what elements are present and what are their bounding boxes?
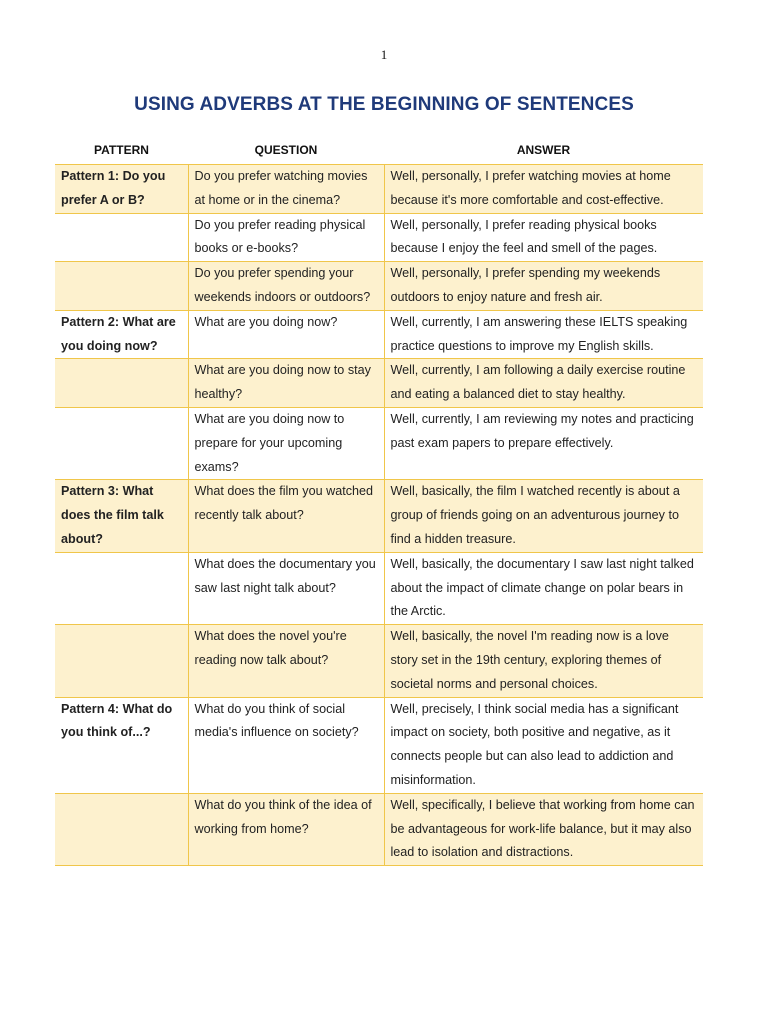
pattern-cell: Pattern 4: What do you think of...? bbox=[55, 697, 188, 793]
table-header-row bbox=[55, 138, 703, 165]
answer-cell: Well, currently, I am reviewing my notes and practicing past exam papers to prepare effectively. bbox=[384, 407, 703, 479]
question-cell: Do you prefer reading physical books or e-books? bbox=[188, 213, 384, 262]
pattern-cell bbox=[55, 552, 188, 624]
table-row bbox=[55, 697, 703, 793]
page-number: 1 bbox=[380, 47, 388, 62]
pattern-cell: Pattern 3: What does the film talk about? bbox=[55, 480, 188, 552]
answer-cell: Well, personally, I prefer reading physical books because I enjoy the feel and smell of the pages. bbox=[384, 213, 703, 262]
answer-cell: Well, basically, the film I watched recently is about a group of friends going on an adventurous journey to find a hidden treasure. bbox=[384, 480, 703, 552]
table-row bbox=[55, 262, 703, 311]
table-row bbox=[55, 625, 703, 697]
table-row bbox=[55, 165, 703, 214]
question-cell: What do you think of the idea of working from home? bbox=[188, 793, 384, 865]
adverbs-table bbox=[55, 138, 703, 866]
header-pattern: PATTERN bbox=[55, 138, 188, 165]
table-row bbox=[55, 407, 703, 479]
pattern-cell bbox=[55, 213, 188, 262]
table-row bbox=[55, 310, 703, 359]
table-row bbox=[55, 359, 703, 408]
answer-cell: Well, precisely, I think social media has a significant impact on society, both positive and negative, as it connects people but can also lead to addiction and misinformation. bbox=[384, 697, 703, 793]
header-question: QUESTION bbox=[188, 138, 384, 165]
pattern-cell: Pattern 2: What are you doing now? bbox=[55, 310, 188, 359]
question-cell: What are you doing now to stay healthy? bbox=[188, 359, 384, 408]
question-cell: What are you doing now to prepare for your upcoming exams? bbox=[188, 407, 384, 479]
table-row bbox=[55, 480, 703, 552]
pattern-cell bbox=[55, 793, 188, 865]
question-cell: What are you doing now? bbox=[188, 310, 384, 359]
answer-cell: Well, personally, I prefer watching movies at home because it's more comfortable and cost-effective. bbox=[384, 165, 703, 214]
pattern-cell bbox=[55, 625, 188, 697]
pattern-cell bbox=[55, 407, 188, 479]
table-row bbox=[55, 552, 703, 624]
answer-cell: Well, currently, I am answering these IELTS speaking practice questions to improve my English skills. bbox=[384, 310, 703, 359]
question-cell: Do you prefer watching movies at home or in the cinema? bbox=[188, 165, 384, 214]
header-answer: ANSWER bbox=[384, 138, 703, 165]
question-cell: What does the novel you're reading now talk about? bbox=[188, 625, 384, 697]
answer-cell: Well, personally, I prefer spending my weekends outdoors to enjoy nature and fresh air. bbox=[384, 262, 703, 311]
question-cell: What do you think of social media's influence on society? bbox=[188, 697, 384, 793]
table-row bbox=[55, 213, 703, 262]
pattern-cell bbox=[55, 262, 188, 311]
page-title: USING ADVERBS AT THE BEGINNING OF SENTENCES bbox=[134, 94, 634, 115]
question-cell: What does the documentary you saw last night talk about? bbox=[188, 552, 384, 624]
pattern-cell: Pattern 1: Do you prefer A or B? bbox=[55, 165, 188, 214]
answer-cell: Well, basically, the novel I'm reading now is a love story set in the 19th century, exploring themes of societal norms and personal choices. bbox=[384, 625, 703, 697]
answer-cell: Well, currently, I am following a daily exercise routine and eating a balanced diet to stay healthy. bbox=[384, 359, 703, 408]
question-cell: Do you prefer spending your weekends indoors or outdoors? bbox=[188, 262, 384, 311]
table-row bbox=[55, 793, 703, 865]
question-cell: What does the film you watched recently talk about? bbox=[188, 480, 384, 552]
pattern-cell bbox=[55, 359, 188, 408]
answer-cell: Well, basically, the documentary I saw last night talked about the impact of climate change on polar bears in the Arctic. bbox=[384, 552, 703, 624]
answer-cell: Well, specifically, I believe that working from home can be advantageous for work-life balance, but it may also lead to isolation and distractions. bbox=[384, 793, 703, 865]
